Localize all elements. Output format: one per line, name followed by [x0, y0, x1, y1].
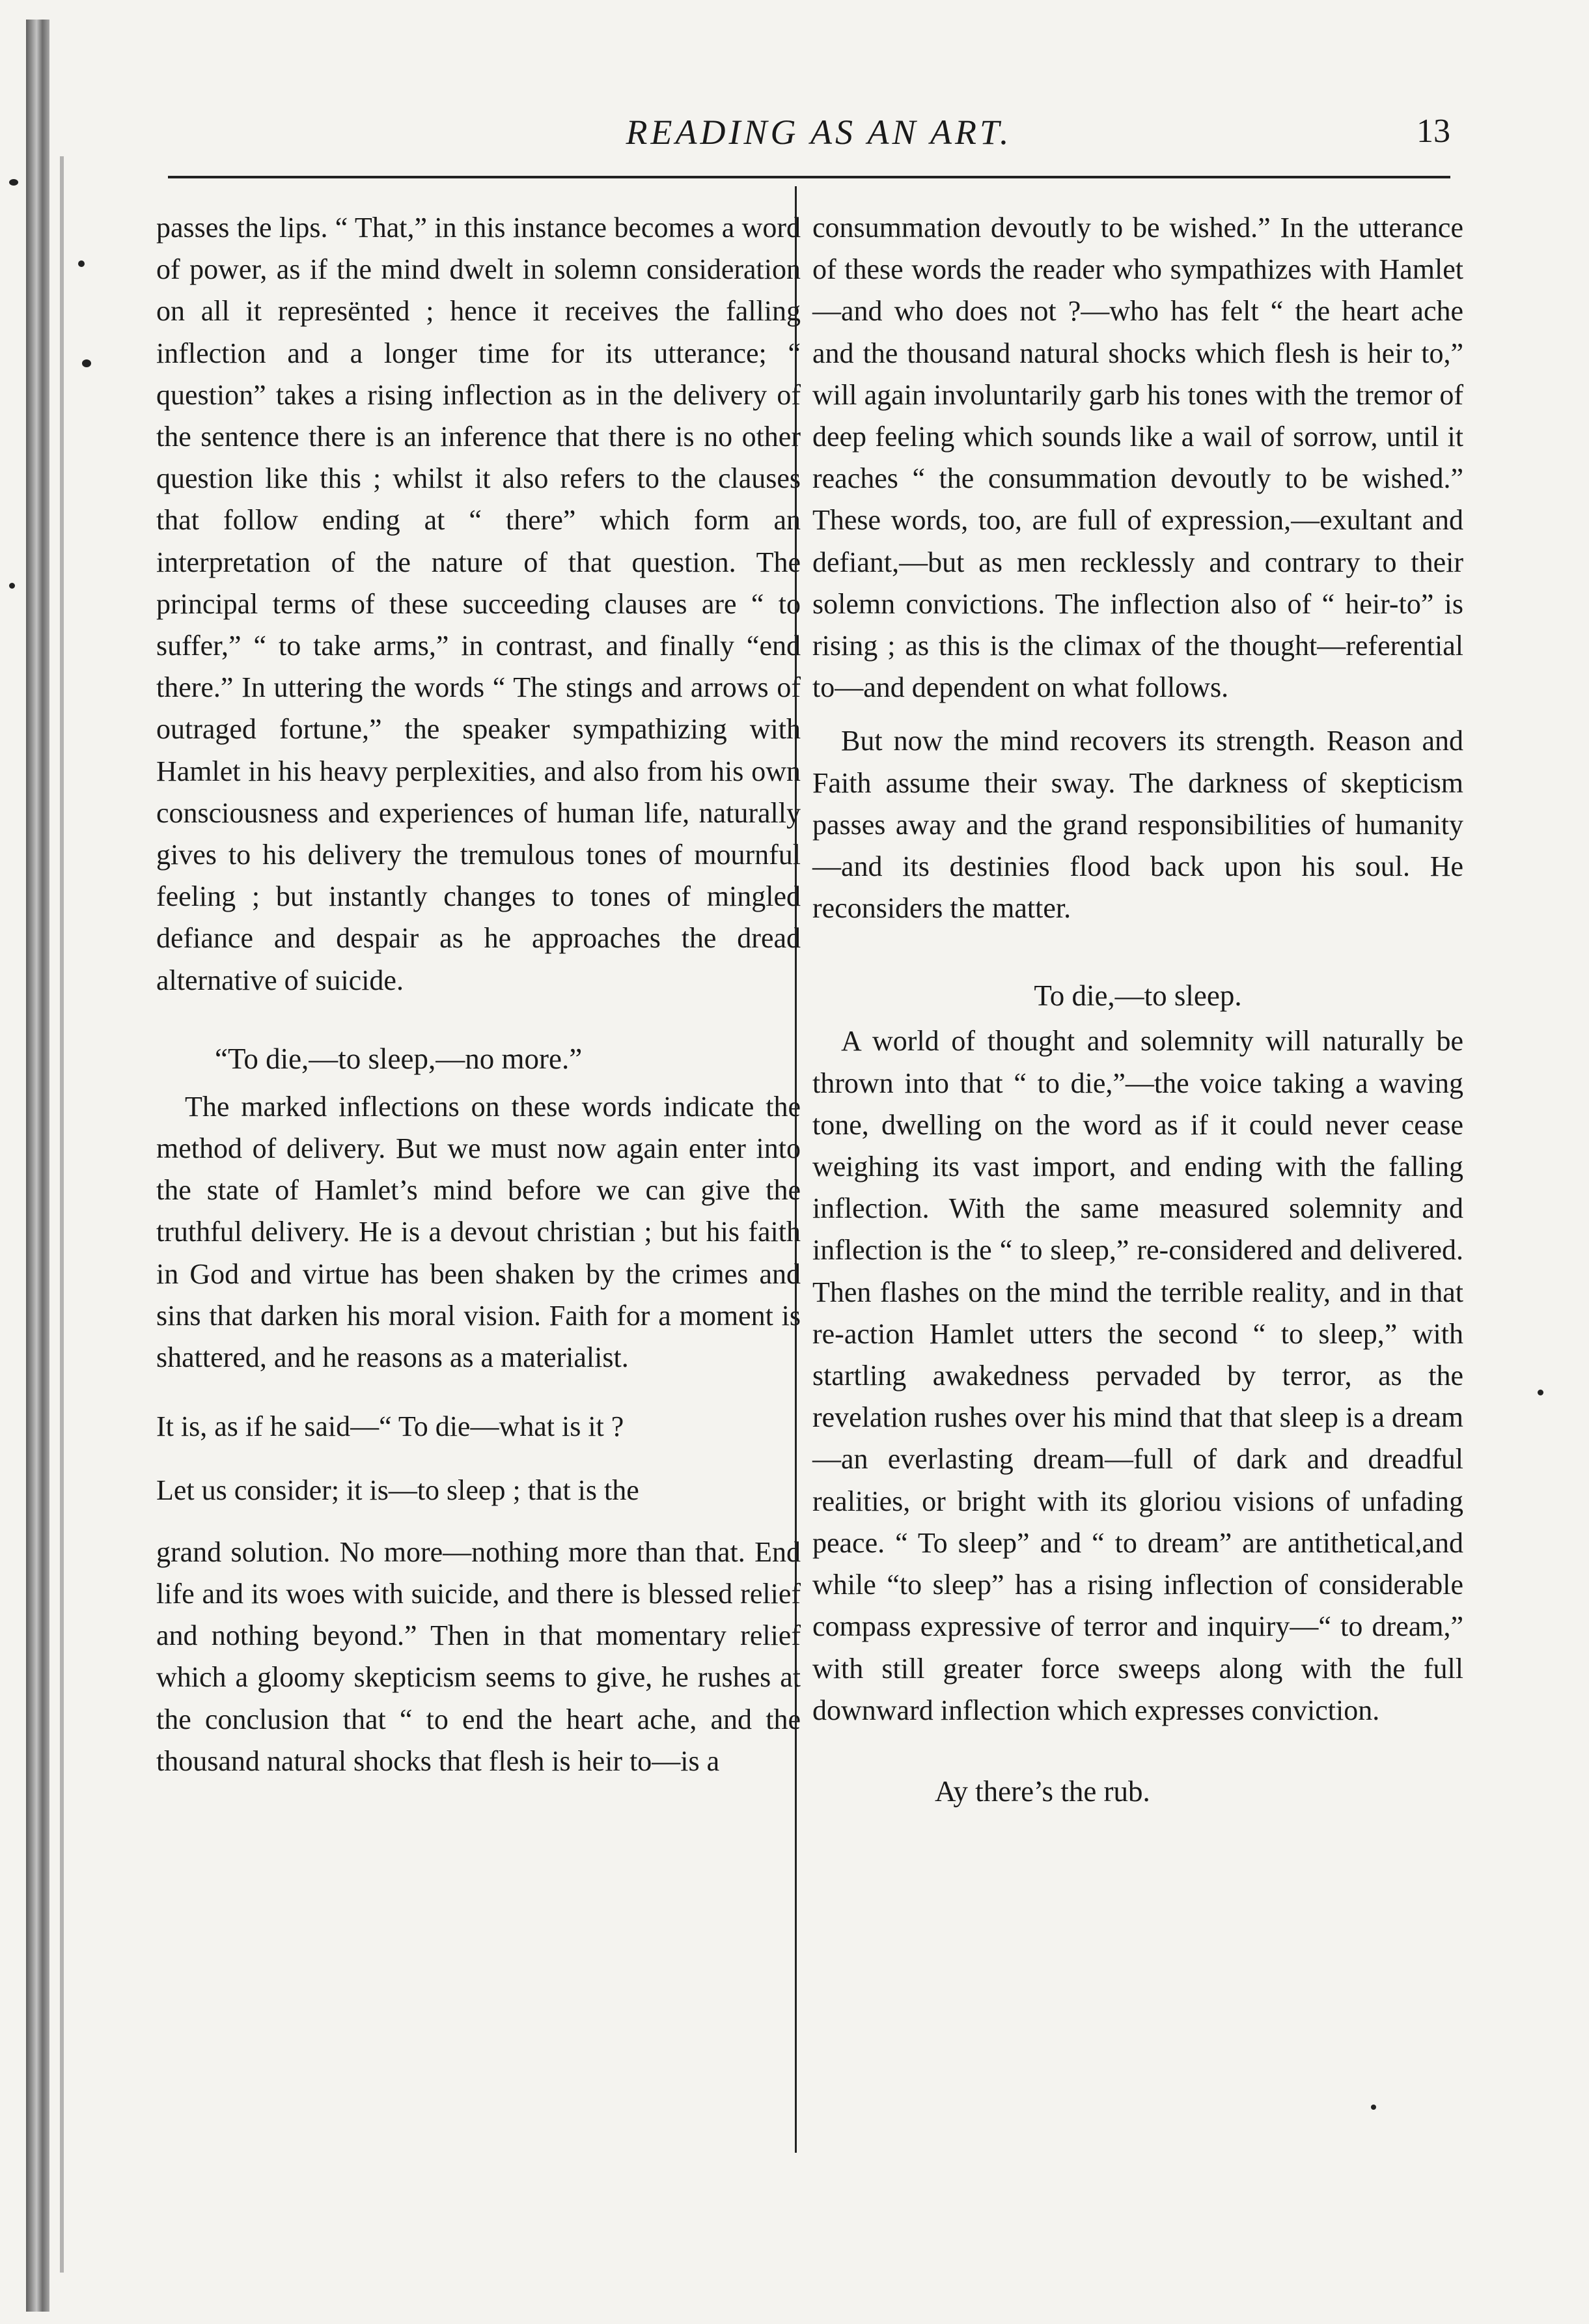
- right-paragraph-2: But now the mind recovers its strength. Reason and Faith assume their sway. The darkness of skepticism passes away and the grand responsibilities of humanity—and its destinies flood back upon his soul. He reconsiders the matter.: [812, 725, 1463, 925]
- scan-speck: [1371, 2105, 1376, 2110]
- scan-speck: [82, 359, 91, 367]
- scan-speck: [9, 583, 15, 589]
- right-paragraph-1: consummation devoutly to be wished.” In the utterance of these words the reader who sympathizes with Hamlet—and who does not ?—who has felt “ the heart ache and the thousand natural shocks which flesh is heir to,” will again involuntarily garb his tones with the tremor of deep feeling which sounds like a wail of sorrow, until it reaches “ the consummation devoutly to be wished.” These words, too, are full of expression,—exultant and defiant,—but as men recklessly and contrary to their solemn convictions. The inflection also of “ heir-to” is rising ; as this is the climax of the thought—referential to—and dependent on what follows.: [812, 212, 1463, 704]
- scan-speck: [9, 179, 18, 186]
- page-header: [168, 112, 1450, 164]
- right-quote-line-1: To die,—to sleep.: [1034, 979, 1242, 1013]
- page-number: 13: [1416, 113, 1450, 150]
- right-quote-line-2: Ay there’s the rub.: [935, 1774, 1150, 1808]
- left-paragraph-3: It is, as if he said—“ To die—what is it ?: [156, 1410, 624, 1443]
- right-paragraph-3: A world of thought and solemnity will naturally be thrown into that “ to die,”—the voice taking a waving tone, dwelling on the word as if it could never cease weighing its vast import, and ending with the falling inflection. With the same measured solemnity and inflection is the “ to sleep,” re-considered and delivered. Then flashes on the mind the terrible reality, and in that re-action Hamlet utters the second “ to sleep,” with startling awakedness pervaded by terror, as the revelation rushes over his mind that that sleep is a dream—an everlasting dream—full of dark and dreadful realities, or bright with its gloriou visions of unfading peace. “ To sleep” and “ to dream” are antithetical,and while “to sleep” has a rising inflection of considerable compass expressive of terror and inquiry—“ to dream,” with still greater force sweeps along with the full downward inflection which expresses conviction.: [812, 1025, 1463, 1726]
- header-rule: [168, 176, 1450, 178]
- left-paragraph-1: passes the lips. “ That,” in this instance becomes a word of power, as if the mind dwelt in solemn consideration on all it represënted ; hence it receives the falling inflection and a longer time for its utterance; “ question” takes a rising inflection as in the delivery of the sentence there is an inference that there is no other question like this ; whilst it also refers to the clauses that follow ending at “ there” which form an interpretation of the nature of that question. The principal terms of these succeeding clauses are “ to suffer,” “ to take arms,” in contrast, and finally “end there.” In uttering the words “ The stings and arrows of outraged fortune,” the speaker sympathizing with Hamlet in his heavy perplexities, and also from his own consciousness and experiences of human life, naturally gives to his delivery the tremulous tones of mournful feeling ; but instantly changes to tones of mingled defiance and despair as he approaches the dread alternative of suicide.: [156, 212, 801, 996]
- left-paragraph-4: Let us consider; it is—to sleep ; that is the: [156, 1474, 639, 1507]
- right-column: [812, 207, 1463, 1812]
- left-quote-line: “To die,—to sleep,—no more.”: [215, 1042, 583, 1075]
- book-binding-edge: [26, 20, 49, 2312]
- left-column: [156, 207, 801, 1782]
- binding-shadow: [60, 156, 64, 2273]
- running-title: READING AS AN ART.: [626, 113, 1012, 152]
- left-paragraph-2: The marked inflections on these words indicate the method of delivery. But we must now again enter into the state of Hamlet’s mind before we can give the truthful delivery. He is a devout christian ; but his faith in God and virtue has been shaken by the crimes and sins that darken his moral vision. Faith for a moment is shattered, and he reasons as a materialist.: [156, 1090, 801, 1374]
- scan-speck: [1538, 1390, 1543, 1395]
- scan-speck: [78, 260, 85, 267]
- left-paragraph-5: grand solution. No more—nothing more than that. End life and its woes with suicide, and there is blessed relief and nothing beyond.” Then in that momentary relief which a gloomy skepticism seems to give, he rushes at the conclusion that “ to end the heart ache, and the thousand natural shocks that flesh is heir to—is a: [156, 1535, 801, 1777]
